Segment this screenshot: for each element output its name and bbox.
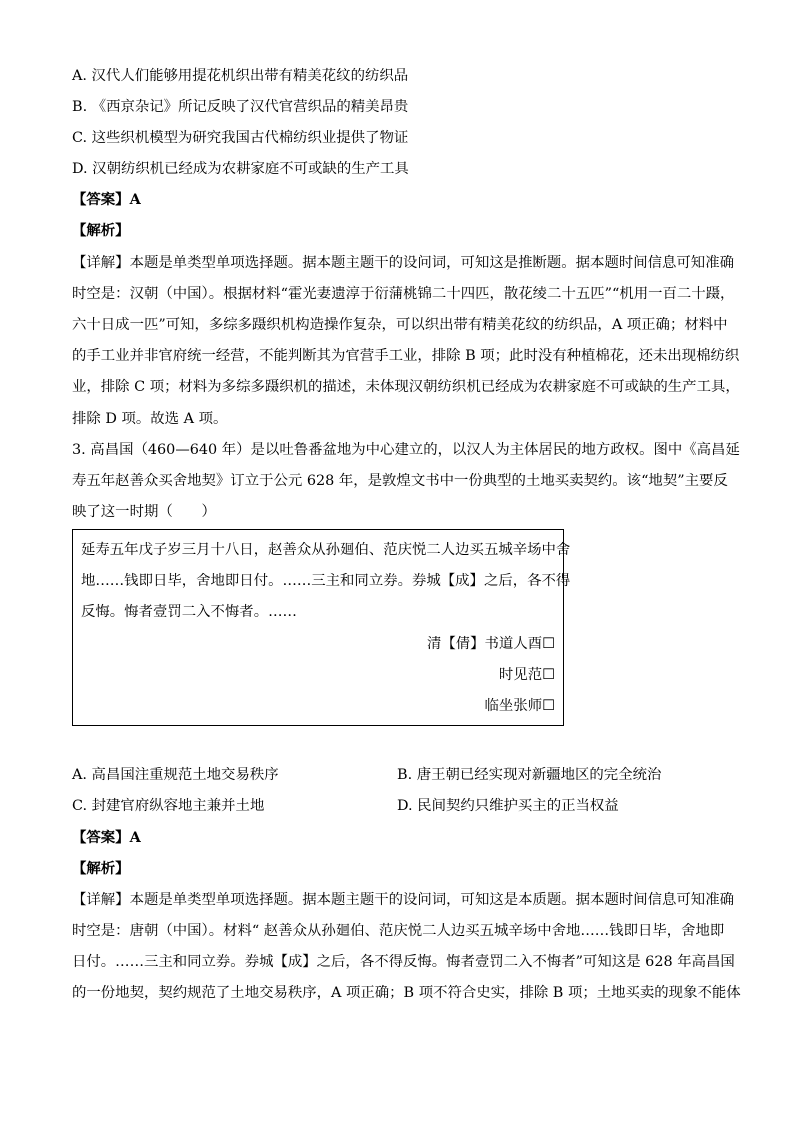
source-line: 延寿五年戊子岁三月十八日，赵善众从孙廻伯、范庆悦二人边买五城辛场中舍: [81, 542, 571, 558]
source-line: 地……钱即日毕，舍地即日付。……三主和同立券。券城【成】之后，各不得: [81, 573, 571, 589]
q3-option-d: D. 民间契约只维护买主的正当权益: [397, 798, 619, 814]
q2-detail-line: 业，排除 C 项；材料为多综多蹑织机的描述，未体现汉朝纺织机已经成为农耕家庭不可或缺的生产工具，: [72, 379, 740, 395]
q3-detail-line: 【详解】本题是单类型单项选择题。据本题主题干的设问词，可知这是本质题。据本题时间信息可知准确: [72, 892, 734, 908]
q2-option-d: D. 汉朝纺织机已经成为农耕家庭不可或缺的生产工具: [72, 161, 409, 177]
q2-detail-line: 六十日成一匹”可知，多综多蹑织机构造操作复杂，可以织出带有精美花纹的纺织品，A 项正确；材料中: [72, 317, 728, 333]
q2-option-a: A. 汉代人们能够用提花机织出带有精美花纹的纺织品: [72, 68, 409, 84]
q3-answer: 【答案】A: [72, 829, 141, 846]
source-signature: 时见范☐: [498, 667, 555, 683]
q2-answer: 【答案】A: [72, 191, 141, 208]
q3-stem-line: 映了这一时期（ ）: [72, 504, 216, 520]
source-signature: 清【倩】书道人酉☐: [426, 636, 555, 652]
source-material-box: [72, 529, 571, 726]
q3-detail-line: 日付。……三主和同立券。券城【成】之后，各不得反悔。悔者壹罚二入不悔者”可知这是 628 年高昌国: [72, 954, 735, 970]
source-line: 反悔。悔者壹罚二入不悔者。……: [81, 604, 297, 620]
q2-detail-line: 排除 D 项。故选 A 项。: [72, 411, 228, 427]
q3-detail-line: 的一份地契，契约规范了土地交易秩序，A 项正确；B 项不符合史实，排除 B 项；土地买卖的现象不能体: [72, 985, 741, 1001]
q2-detail-line: 时空是：汉朝（中国）。根据材料“霍光妻遗淳于衍蒲桃锦二十四匹，散花绫二十五匹”“机用一百二十蹑，: [72, 286, 735, 302]
q2-option-b: B. 《西京杂记》所记反映了汉代官营织品的精美昂贵: [72, 99, 409, 115]
q2-option-c: C. 这些织机模型为研究我国古代棉纺织业提供了物证: [72, 130, 409, 146]
q3-analysis-label: 【解析】: [72, 860, 130, 877]
source-signature: 临坐张师☐: [484, 698, 555, 714]
q3-stem-line: 寿五年赵善众买舍地契》订立于公元 628 年，是敦煌文书中一份典型的土地买卖契约。该“地契”主要反: [72, 473, 728, 489]
q2-analysis-label: 【解析】: [72, 222, 130, 239]
q2-detail-line: 的手工业并非官府统一经营，不能判断其为官营手工业，排除 B 项；此时没有种植棉花，还未出现棉纺织: [72, 348, 740, 364]
q3-option-a: A. 高昌国注重规范土地交易秩序: [72, 767, 279, 783]
q3-option-c: C. 封建官府纵容地主兼并土地: [72, 798, 265, 814]
q3-detail-line: 时空是：唐朝（中国）。材料“ 赵善众从孙廻伯、范庆悦二人边买五城辛场中舍地……钱即日毕，舍地即: [72, 923, 725, 939]
q2-detail-line: 【详解】本题是单类型单项选择题。据本题主题干的设问词，可知这是推断题。据本题时间信息可知准确: [72, 255, 734, 271]
q3-stem-line: 3. 高昌国（460—640 年）是以吐鲁番盆地为中心建立的，以汉人为主体居民的地方政权。图中《高昌延: [72, 442, 740, 458]
q3-option-b: B. 唐王朝已经实现对新疆地区的完全统治: [397, 767, 662, 783]
